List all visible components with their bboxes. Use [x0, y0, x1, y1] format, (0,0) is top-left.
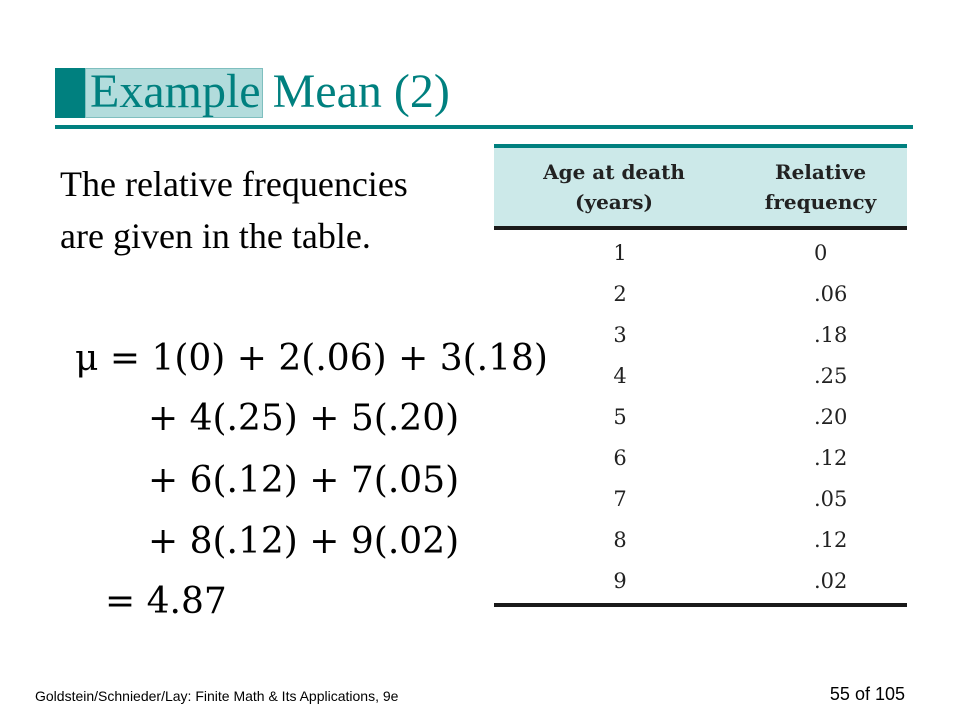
age-cell: 9 — [613, 568, 627, 593]
title-highlight-text: Example — [90, 65, 261, 118]
table-row — [494, 232, 907, 273]
age-cell: 2 — [613, 281, 627, 306]
table-row — [494, 560, 907, 601]
age-cell: 1 — [613, 240, 627, 265]
header-age-line-2: (years) — [574, 190, 654, 214]
age-cell: 7 — [613, 486, 627, 511]
header-frequency-line-2: frequency — [764, 190, 877, 214]
header-frequency — [734, 148, 907, 226]
frequency-cell: .25 — [814, 363, 848, 388]
table-header — [494, 148, 907, 230]
formula-line-3: + 6(.12) + 7(.05) — [148, 460, 460, 501]
formula-line-1: μ = 1(0) + 2(.06) + 3(.18) — [75, 338, 548, 379]
frequency-table — [494, 144, 907, 607]
frequency-cell: .12 — [814, 527, 848, 552]
frequency-cell: .20 — [814, 404, 848, 429]
formula-line-2: + 4(.25) + 5(.20) — [148, 398, 460, 439]
table-row — [494, 478, 907, 519]
formula-result: = 4.87 — [105, 581, 227, 622]
age-cell: 4 — [613, 363, 627, 388]
frequency-cell: .12 — [814, 445, 848, 470]
age-cell: 6 — [613, 445, 627, 470]
title-divider — [55, 125, 913, 129]
frequency-cell: .05 — [814, 486, 848, 511]
header-frequency-line-1: Relative — [774, 160, 867, 184]
title-accent-square — [55, 68, 85, 118]
age-cell: 3 — [613, 322, 627, 347]
table-bottom-rule — [494, 603, 907, 607]
table-row — [494, 396, 907, 437]
age-cell: 8 — [613, 527, 627, 552]
slide-title — [90, 62, 450, 122]
header-age — [494, 148, 734, 226]
table-row — [494, 519, 907, 560]
age-cell: 5 — [613, 404, 627, 429]
title-rest-text: Mean (2) — [272, 65, 450, 118]
frequency-cell: .06 — [814, 281, 848, 306]
frequency-cell: 0 — [814, 240, 828, 265]
body-text: The relative frequencies are given in the table. — [60, 164, 408, 256]
table-row — [494, 273, 907, 314]
formula-line-4: + 8(.12) + 9(.02) — [148, 521, 460, 562]
table-row — [494, 437, 907, 478]
table-row — [494, 314, 907, 355]
table-row — [494, 355, 907, 396]
frequency-cell: .18 — [814, 322, 848, 347]
header-age-line-1: Age at death — [543, 160, 685, 184]
table-body — [494, 230, 907, 601]
page-number: 55 of 105 — [829, 684, 905, 704]
footer-citation: Goldstein/Schnieder/Lay: Finite Math & Its Applications, 9e — [35, 688, 399, 704]
frequency-cell: .02 — [814, 568, 848, 593]
